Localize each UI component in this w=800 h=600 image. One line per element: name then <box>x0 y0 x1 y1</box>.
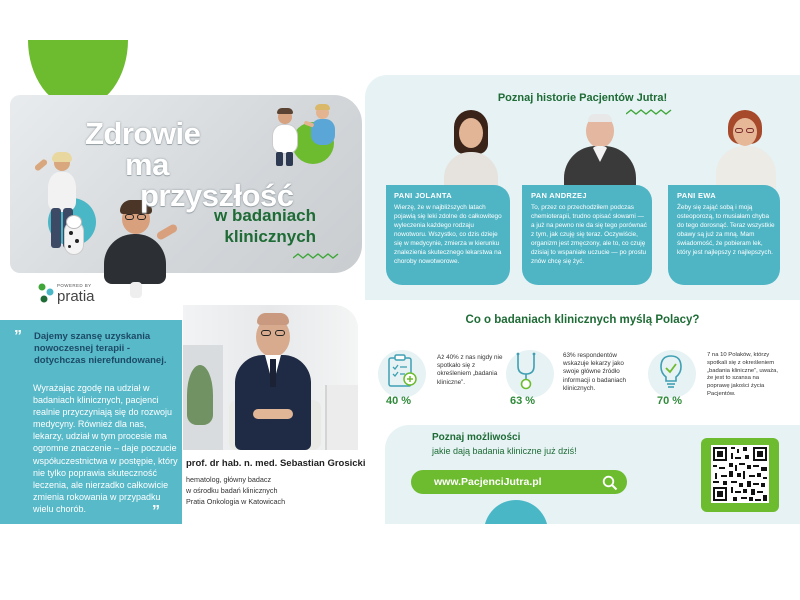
doctor-name: prof. dr hab. n. med. Sebastian Grosicki <box>186 458 366 469</box>
hero-subtitle-line-2: klinicznych <box>224 227 317 246</box>
stethoscope-icon <box>512 352 542 390</box>
lightbulb-check-icon <box>656 352 686 390</box>
stat-description: 63% respondentów wskazuje lekarzy jako swoje główne źródło informacji o badaniach klinicznych. <box>563 352 627 392</box>
hero-subtitle <box>214 205 316 247</box>
brand-name: pratia <box>57 288 95 305</box>
patient-jolanta-photo <box>440 110 502 188</box>
patient-ewa-photo <box>712 110 780 188</box>
patient-andrzej-photo <box>558 114 638 188</box>
stat-percent: 40 % <box>386 395 412 407</box>
opinions-title: Co o badaniach klinicznych myślą Polacy? <box>465 314 700 326</box>
stat-description: 7 na 10 Polaków, którzy spotkali się z określeniem „badania kliniczne”, uważa, że jest to szansa na poprawę jakości życia Pacjentów. <box>707 352 779 397</box>
powered-by-label: POWERED BY <box>57 283 92 288</box>
website-url[interactable]: www.PacjenciJutra.pl <box>434 476 542 488</box>
stat-percent: 70 % <box>657 395 683 407</box>
patient-quote: Wierzę, że w najbliższych latach pojawią się leki zdolne do całkowitego wyleczenia każdego rodzaju nowotworu. Wszystko, co dzis dzieje się w medycynie, zmierza w kierunku znalezienia skutecznego lekarstwa na choroby nowotworowe. <box>394 204 502 265</box>
dalmatian-dog-figure <box>60 215 90 263</box>
hero-title <box>85 118 294 211</box>
patient-name: PAN ANDRZEJ <box>531 191 587 200</box>
quote-close-mark: ” <box>152 503 160 520</box>
patient-quote: Żeby się zająć sobą i moją osteoporozą, to musiałam chyba do tego dorosnąć. Teraz wszystkie obawy są już za mną. Mam świadomość, że pobieram lek, który jest najlepszy z najlepszych. <box>677 204 775 256</box>
quote-open-mark: ” <box>14 328 22 345</box>
zigzag-decoration <box>293 252 339 260</box>
hero-title-line-1: Zdrowie <box>85 116 201 151</box>
quote-body: Wyrażając zgodę na udział w badaniach klinicznych, pacjenci realnie przyczyniają się do rozwoju medycyny. Również dla nas, lekarzy, udział w tym procesie ma ogromne znaczenie – daje poczucie współuczestnictwa w postępie, który nie tylko poprawia skuteczność leczenia, ale nierzadko całkowicie zmienia rokowania w przypadku wielu chorób. <box>33 383 178 514</box>
hero-title-line-3: przyszłość <box>140 178 294 213</box>
doctor-description <box>186 474 356 507</box>
patient-name: PANI EWA <box>677 191 716 200</box>
stories-title: Poznaj historie Pacjentów Jutra! <box>497 92 668 104</box>
hero-subtitle-line-1: w badaniach <box>214 206 317 225</box>
pratia-logo-icon <box>38 283 56 303</box>
doctor-desc-line-2: w ośrodku badań klinicznych <box>186 486 278 495</box>
doctor-desc-line-3: Pratia Onkologia w Katowicach <box>186 497 286 506</box>
stat-percent: 63 % <box>510 395 536 407</box>
quote-headline: Dajemy szansę uzyskania nowoczesnej terapii - dotychczas nierefundowanej. <box>34 331 167 366</box>
patient-name: PANI JOLANTA <box>394 191 452 200</box>
qr-code-icon[interactable] <box>711 445 769 503</box>
decorative-teal-arc <box>484 500 548 564</box>
cta-subtitle: jakie dają badania kliniczne już dziś! <box>432 446 577 456</box>
man-with-glasses-figure <box>100 200 180 300</box>
doctor-photo <box>183 305 358 450</box>
stat-description: Aż 40% z nas nigdy nie spotkało się z określeniem „badania kliniczne”. <box>437 354 503 386</box>
doctor-desc-line-1: hematolog, główny badacz <box>186 475 272 484</box>
hero-title-line-2: ma <box>125 147 169 182</box>
search-icon[interactable] <box>602 475 618 491</box>
clipboard-checklist-icon <box>386 354 418 388</box>
cta-title: Poznaj możliwości <box>432 432 521 443</box>
nurse-figure <box>306 104 340 148</box>
patient-quote: To, przez co przechodziłem podczas chemioterapii, trudno opisać słowami — a już na pewno nie da się tego porównać z tym, jak czuję się teraz. Oczywiście, organizm jest zmęczony, ale to, co czuję dzisiaj to wspaniałe uczucie — po prostu znów chcę się żyć. <box>531 204 647 265</box>
